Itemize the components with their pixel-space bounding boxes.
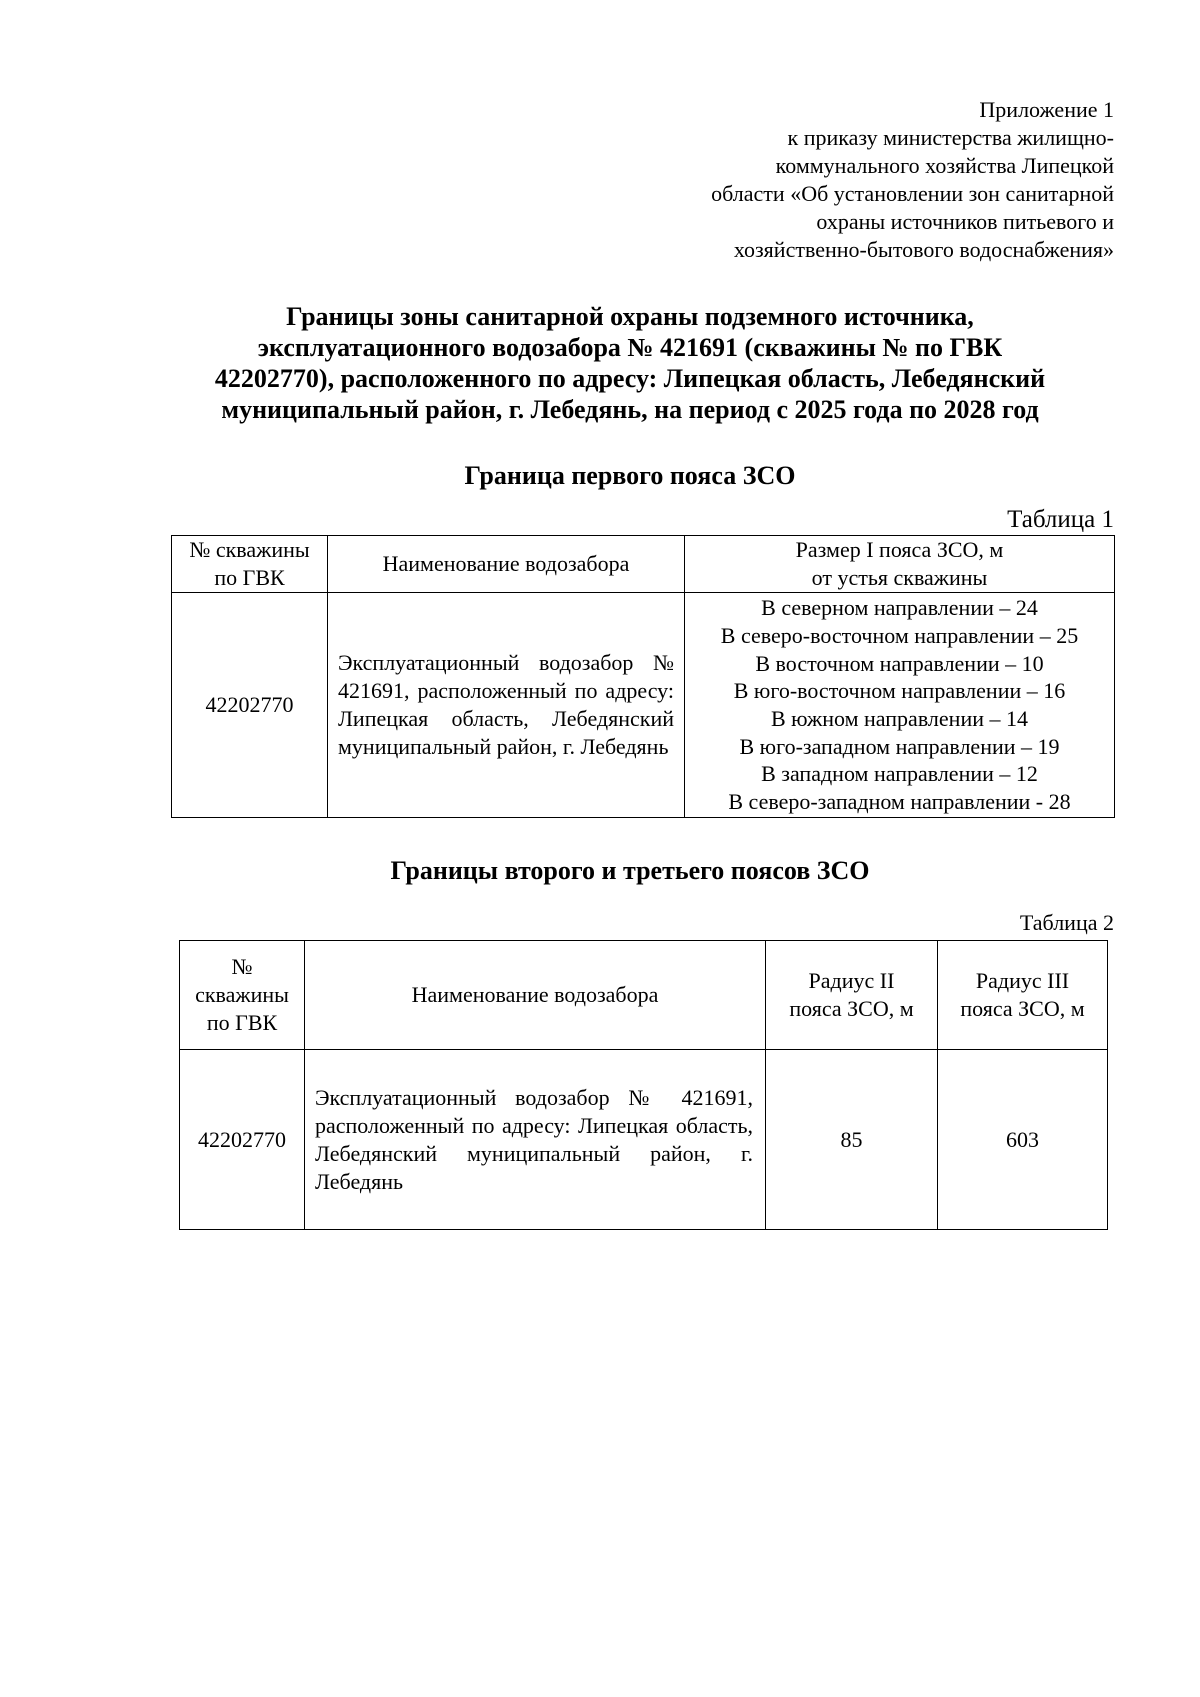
header-text: Радиус II <box>808 968 895 993</box>
table2-header-radius-iii <box>938 941 1108 1050</box>
appendix-line: области «Об установлении зон санитарной <box>711 181 1114 206</box>
table1-header-name <box>328 536 685 593</box>
header-text: от устья скважины <box>811 565 988 590</box>
header-text: пояса ЗСО, м <box>789 996 914 1021</box>
table2-header-radius-ii <box>766 941 938 1050</box>
table2-cell-well-no: 42202770 <box>180 1050 305 1230</box>
direction-line: В северном направлении – 24 <box>761 595 1038 621</box>
direction-line: В западном направлении – 12 <box>761 761 1038 787</box>
appendix-line: Приложение 1 <box>979 97 1114 122</box>
direction-line: В южном направлении – 14 <box>771 706 1028 731</box>
table1-label: Таблица 1 <box>1007 506 1114 533</box>
header-text: по ГВК <box>206 1010 278 1035</box>
table2-cell-name: Эксплуатационный водозабор № 421691, расположенный по адресу: Липецкая область, Лебедянский муниципальный район, г. Лебедянь <box>305 1050 766 1230</box>
title-line: 42202770), расположенного по адресу: Липецкая область, Лебедянский <box>214 364 1046 393</box>
table2-header-well-no <box>180 941 305 1050</box>
direction-line: В юго-восточном направлении – 16 <box>733 678 1066 704</box>
appendix-line: коммунального хозяйства Липецкой <box>775 153 1114 178</box>
table2-header-row <box>180 941 1108 1050</box>
table2-label: Таблица 2 <box>1019 910 1114 935</box>
table1-header-well-no <box>172 536 328 593</box>
table-row <box>172 593 1115 818</box>
table-row <box>180 1050 1108 1230</box>
title-line: Границы зоны санитарной охраны подземного источника, <box>286 302 974 331</box>
direction-line: В юго-западном направлении – 19 <box>739 733 1060 759</box>
title-line: эксплуатационного водозабора № 421691 (скважины № по ГВК <box>257 333 1003 362</box>
document-title <box>150 301 1110 425</box>
appendix-line: хозяйственно-бытового водоснабжения» <box>733 237 1114 262</box>
title-line: муниципальный район, г. Лебедянь, на период с 2025 года по 2028 год <box>221 395 1039 424</box>
table2 <box>179 940 1108 1230</box>
table1-header-row <box>172 536 1115 593</box>
header-text: Наименование водозабора <box>382 551 630 576</box>
table1-header-size <box>685 536 1115 593</box>
table1 <box>171 535 1115 818</box>
table2-section-title: Границы второго и третьего поясов ЗСО <box>390 856 870 885</box>
table1-cell-name: Эксплуатационный водозабор № 421691, расположенный по адресу: Липецкая область, Лебедянский муниципальный район, г. Лебедянь <box>328 593 685 818</box>
table2-header-name <box>305 941 766 1050</box>
header-text: Радиус III <box>975 968 1070 993</box>
direction-line: В восточном направлении – 10 <box>755 650 1044 676</box>
appendix-line: к приказу министерства жилищно- <box>787 125 1114 150</box>
header-text: № <box>231 954 253 979</box>
header-text: № скважины по ГВК <box>189 537 310 590</box>
header-text: скважины <box>195 982 289 1007</box>
appendix-block <box>554 96 1114 264</box>
table1-section-title: Граница первого пояса ЗСО <box>464 461 796 490</box>
header-text: Размер I пояса ЗСО, м <box>795 537 1004 562</box>
direction-line: В северо-западном направлении - 28 <box>728 789 1071 815</box>
table2-cell-radius-ii: 85 <box>766 1050 938 1230</box>
header-text: Наименование водозабора <box>411 982 659 1007</box>
table1-cell-well-no: 42202770 <box>172 593 328 818</box>
direction-line: В северо-восточном направлении – 25 <box>720 622 1079 648</box>
table1-cell-directions <box>685 593 1115 818</box>
header-text: пояса ЗСО, м <box>960 996 1085 1021</box>
appendix-line: охраны источников питьевого и <box>816 209 1114 234</box>
table2-cell-radius-iii: 603 <box>938 1050 1108 1230</box>
